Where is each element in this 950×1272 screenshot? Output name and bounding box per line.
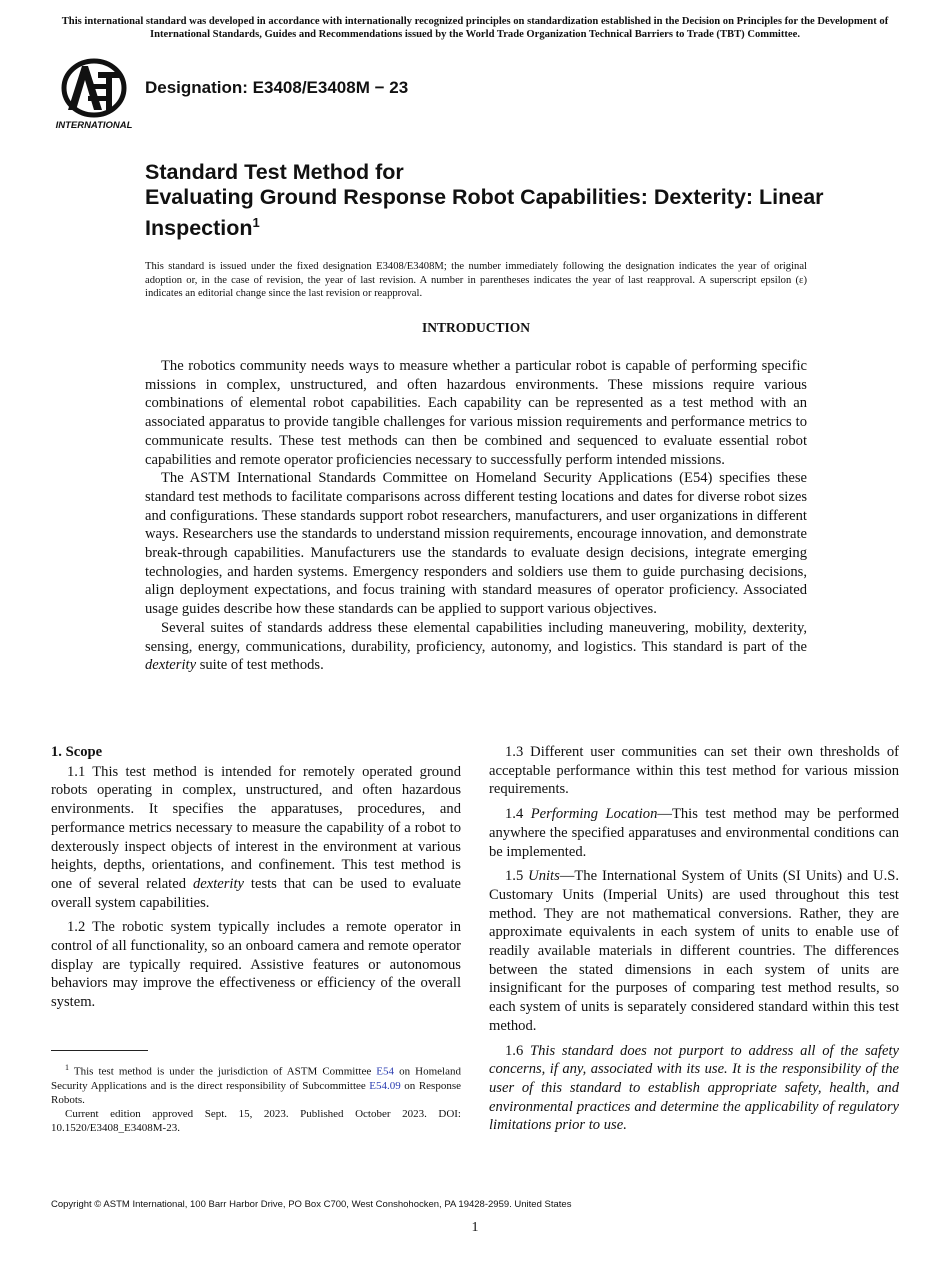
copyright: Copyright © ASTM International, 100 Barr Harbor Drive, PO Box C700, West Conshohocken, PA 19428-2959. United States (51, 1199, 572, 1210)
introduction-body (145, 357, 807, 675)
section-1-5: 1.5 Units—The International System of Units (SI Units) and U.S. Customary Units (Imperial Units) are used throughout this test method. They are not mathematical conversions. Rather, they are approximate equivalents in each system of units to enable use of readily available materials in different countries. The differences between the stated dimensions in each system of units are insignificant for the purposes of comparing test method results, so each system of units is separately considered standard within this test method. (489, 868, 899, 1034)
title-footnote-mark: 1 (252, 215, 260, 230)
footnote-mark: 1 (65, 1063, 69, 1072)
section-1-4: 1.4 Performing Location—This test method may be performed anywhere the specified apparatuses and environmental conditions can be implemented. (489, 806, 899, 860)
footnote-divider (51, 1050, 148, 1051)
astm-logo-icon (54, 58, 134, 132)
title-line-1: Standard Test Method for (145, 160, 404, 184)
scope-heading: 1. Scope (51, 744, 103, 760)
section-1-6: 1.6 This standard does not purport to address all of the safety concerns, if any, associated with its use. It is the responsibility of the user of this standard to establish appropriate safety, health, and environmental practices and determine the applicability of regulatory limitations prior to use. (489, 1042, 899, 1134)
footnote-edition: Current edition approved Sept. 15, 2023. Published October 2023. DOI: 10.1520/E3408_E3408M-23. (51, 1107, 461, 1134)
section-1-1: 1.1 This test method is intended for remotely operated ground robots operating in complex, unstructured, and often hazardous environments. It specifies the apparatuses, procedures, and performance metrics necessary to measure the capability of a robot to dexterously inspect objects of interest in the environment at various heights, depths, orientations, and confinement. This test method is one of several related dexterity tests that can be used to evaluate overall system capabilities. (51, 763, 462, 911)
page-number: 1 (471, 1220, 479, 1235)
wto-notice: This international standard was developed in accordance with internationally recognized principles on standardization established in the Decision on Principles for the Development of International Standards, Guides and Recommendations issued by the World Trade Organization Technical Barriers to Trade (TBT) Committee. (61, 16, 889, 40)
logo-text: INTERNATIONAL (55, 120, 133, 131)
issue-note: This standard is issued under the fixed designation E3408/E3408M; the number immediately following the designation indicates the year of original adoption or, in the case of revision, the year of last revision. A number in parentheses indicates the year of last reapproval. A superscript epsilon (ε) indicates an editorial change since the last revision or reapproval. (145, 261, 807, 299)
link-e54-09[interactable]: E54.09 (369, 1079, 401, 1092)
document-title (145, 160, 825, 241)
right-column (489, 743, 899, 1141)
section-1-3: 1.3 Different user communities can set their own thresholds of acceptable performance within this test method for various mission requirements. (489, 744, 899, 798)
intro-paragraph: The ASTM International Standards Committee on Homeland Security Applications (E54) specifies these standard test methods to facilitate comparisons across different testing locations and dates for diverse robot sizes and configurations. These standards support robot researchers, manufacturers, and user organizations in different ways. Researchers use the standards to understand mission requirements, encourage innovation, and demonstrate break-through capabilities. Manufacturers use the standards to evaluate design decisions, integrate emerging technologies, and harden systems. Emergency responders and soldiers use them to guide purchasing decisions, align deployment expectations, and focus training with standard measures of operator proficiency. Associated usage guides describe how these standards can be applied to support various objectives. (145, 470, 807, 618)
introduction-heading: INTRODUCTION (421, 320, 530, 335)
astm-logo (54, 58, 134, 132)
intro-paragraph: Several suites of standards address these elemental capabilities including maneuvering, mobility, dexterity, sensing, energy, communications, durability, proficiency, autonomy, and logistics. This standard is part of the dexterity suite of test methods. (145, 619, 807, 674)
left-column (51, 743, 461, 1018)
section-1-2: 1.2 The robotic system typically includes a remote operator in control of all functionality, so an onboard camera and remote operator display are typically required. Assistive features or autonomous behaviors may improve the effectiveness or efficiency of the overall system. (51, 919, 461, 1011)
footnote: $^1$ This test method is under the jurisdiction of ASTM Committee E54 on Homeland Security Applications and is the direct responsibility of Subcommittee E54.09 on Response Robots. Current edition approved Sept. 15, 2023. Published October 2023. DOI: 10.1520/E3408_E3408M-23. (51, 1063, 461, 1134)
link-e54[interactable]: E54 (376, 1065, 395, 1078)
designation: Designation: E3408/E3408M − 23 (145, 78, 409, 97)
title-line-2: Evaluating Ground Response Robot Capabilities: Dexterity: Linear Inspection$^1$ (145, 185, 824, 241)
intro-paragraph: The robotics community needs ways to measure whether a particular robot is capable of performing specific missions in complex, unstructured, and often hazardous environments. These missions require various combinations of elemental robot capabilities. Each capability can be represented as a test method with an associated apparatus to provide tangible challenges for various mission requirements and performance metrics to communicate results. These test methods can then be combined and sequenced to evaluate essential robot capabilities and remote operator proficiencies necessary to successfully perform intended missions. (145, 358, 807, 468)
